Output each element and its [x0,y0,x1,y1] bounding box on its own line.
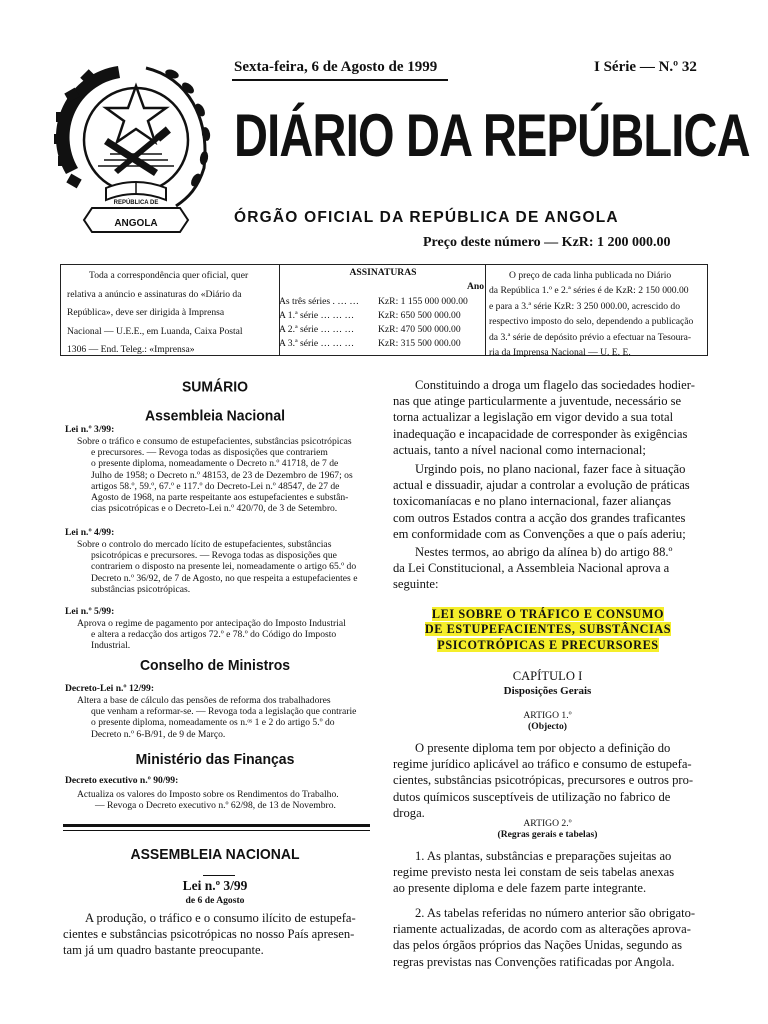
notice-line: Toda a correspondência quer oficial, quer [89,270,249,281]
subscriptions-year-label: Ano [466,281,484,292]
summary-item-text: Aprova o regime de pagamento por antecipação do Imposto Industrial e altera a redacção dos artigos 72.º e 78.º do Código do Imposto Industrial. [77,618,346,652]
subscription-row: A 2.ª série … … … KzR: 470 500 000.00 [279,324,461,335]
law-date: de 6 de Agosto [185,895,245,906]
preamble-paragraph: Urgindo pois, no plano nacional, fazer face à situação actual e dissuadir, ajudar a controlar a evolução de práticas toxicomaníacas e no plano internacional, fazer alianças com outros Estados contra a acção dos grandes traficantes em conformidade com as Convenções a que o país aderiu; [393,462,690,541]
preamble-paragraph: Nestes termos, ao abrigo da alínea b) do artigo 88.º da Lei Constitucional, a Assembleia Nacional aprova a seguinte: [393,545,673,592]
article-title: (Objecto) [528,721,567,732]
angola-coat-of-arms-icon [48,48,216,240]
notice-line: República», deve ser dirigida à Imprensa [67,307,225,319]
issue-date: Sexta-feira, 6 de Agosto de 1999 [234,59,438,75]
subscription-row: A 3.ª série … … … KzR: 315 500 000.00 [279,338,461,349]
summary-item-text: Altera a base de cálculo das pensões de reforma dos trabalhadores que venham a reformar-se. — Revoga toda a legislação que contrarie o presente diploma, nomeadamente os n.ᵒˢ 1 e 2 do artigo 5.º do Decreto n.º 6-B/91, de 9 de Março. [77,695,357,740]
summary-item-ref: Lei n.º 4/99: [65,527,115,538]
assembleia-nacional-heading: ASSEMBLEIA NACIONAL [130,845,300,863]
emblem-banner-text: ANGOLA [114,218,158,229]
issue-series: I Série — N.º 32 [594,59,697,75]
summary-item-ref: Lei n.º 5/99: [65,606,115,617]
summary-item-text: Sobre o controlo do mercado lícito de estupefacientes, substâncias psicotrópicas e precursores. — Revoga todas as disposições que contrariem o disposto na presente lei, nomeadamente o artigo 65.º do Decreto n.º 36/92, de 7 de Agosto, no que respeita a estupefacientes e substâncias psicotrópicas. [77,539,358,595]
chapter-heading: CAPÍTULO I [512,669,583,683]
masthead-title: DIÁRIO DA REPÚBLICA [234,102,750,169]
issue-date-underline [232,79,448,81]
chapter-title: Disposições Gerais [503,685,592,697]
masthead-subtitle: ÓRGÃO OFICIAL DA REPÚBLICA DE ANGOLA [234,209,619,226]
preamble-paragraph: Constituindo a droga um flagelo das sociedades hodier- nas que atinge particularmente a juventude, necessário se torna actualizar a legislação em vigor devido a sua total inadequação e incapacidade de corresponder às exigências actuais, tanto a nível nacional como internacional; [393,378,695,457]
notice-line: Nacional — U.E.E., em Luanda, Caixa Postal [67,325,243,337]
section-conselho-de-ministros: Conselho de Ministros [139,656,291,674]
law-number-heading: Lei n.º 3/99 [182,878,248,893]
info-box [60,264,708,359]
summary-item-ref: Decreto-Lei n.º 12/99: [65,683,155,694]
section-divider [63,830,370,831]
article-heading: ARTIGO 2.º [523,818,572,829]
notice-line: O preço de cada linha publicada no Diário [509,270,672,281]
issue-price: Preço deste número — KzR: 1 200 000.00 [423,235,671,250]
section-assembleia-nacional: Assembleia Nacional [144,406,286,424]
line-price-notice [489,267,703,362]
summary-title: SUMÁRIO [181,377,249,395]
notice-line: da República 1.º e 2.ª séries é de KzR: 2 150 000.00 [489,285,689,297]
notice-line: ria da Imprensa Nacional — U. E. E. [489,347,631,359]
summary-item-text: Actualiza os valores do Imposto sobre os Rendimentos do Trabalho. — Revoga o Decreto executivo n.º 62/98, de 13 de Novembro. [77,789,339,812]
notice-line: e para a 3.ª série KzR: 3 250 000.00, acrescido do [489,300,680,312]
article-text: O presente diploma tem por objecto a definição do regime jurídico aplicável ao tráfico e consumo de estupefa- cientes, substâncias psicotrópicas, precursores e outros pro- dutos químicos susceptíveis de utilização no fabrico de droga. [393,741,694,820]
notice-line: respectivo imposto do selo, dependendo a publicação [489,316,694,328]
summary-item-ref: Decreto executivo n.º 90/99: [65,775,179,786]
notice-line: 1306 — End. Teleg.: «Imprensa» [67,344,195,356]
law-title-highlighted: LEI SOBRE O TRÁFICO E CONSUMO DE ESTUPEFACIENTES, SUBSTÂNCIAS PSICOTRÓPICAS E PRECURSORES [424,607,672,652]
notice-line: relativa a anúncio e assinaturas do «Diário da [67,288,242,300]
preamble-paragraph: A produção, o tráfico e o consumo ilícito de estupefa- cientes e substâncias psicotrópicas no nosso País apresen- tam já um quadro bastante preocupante. [63,911,356,958]
section-ministerio-das-financas: Ministério das Finanças [135,750,295,768]
section-divider [63,824,370,827]
emblem-small-text: REPÚBLICA DE [113,200,159,206]
summary-item-text: Sobre o tráfico e consumo de estupefacientes, substâncias psicotrópicas e precursores. — Revoga todas as disposições que contrariem o presente diploma, nomeadamente o Decreto n.º 41718, de 7 de Julho de 1958; o Decreto n.º 48153, de 23 de Dezembro de 1967; os artigos 58.º, 59.º, 67.º e 117.º do Decreto-Lei n.º 48547, de 27 de Agosto de 1968, na parte respeitante aos estupefacientes e substân- cias psicotrópicas e o Decreto-Lei n.º 420/70, de 3 de Setembro. [77,436,353,515]
article-title: (Regras gerais e tabelas) [497,829,598,840]
subscriptions-title: ASSINATURAS [349,267,417,278]
article-heading: ARTIGO 1.º [523,710,572,721]
heading-rule [203,875,235,876]
article-text: 2. As tabelas referidas no número anterior são obrigato- riamente actualizadas, de acordo com as alterações aprova- das pelos órgãos próprios das Nações Unidas, segundo as regras previstas nas Convenções ratificadas por Angola. [393,906,696,969]
summary-item-ref: Lei n.º 3/99: [65,424,115,435]
subscription-row: As três séries . … … KzR: 1 155 000 000.00 [279,296,468,307]
article-text: 1. As plantas, substâncias e preparações sujeitas ao regime previsto nesta lei constam de seis tabelas anexas ao presente diploma e dele fazem parte integrante. [393,849,675,896]
subscription-row: A 1.ª série … … … KzR: 650 500 000.00 [279,310,461,321]
notice-line: da 3.ª série de depósito prévio a efectuar na Tesoura- [489,331,692,343]
